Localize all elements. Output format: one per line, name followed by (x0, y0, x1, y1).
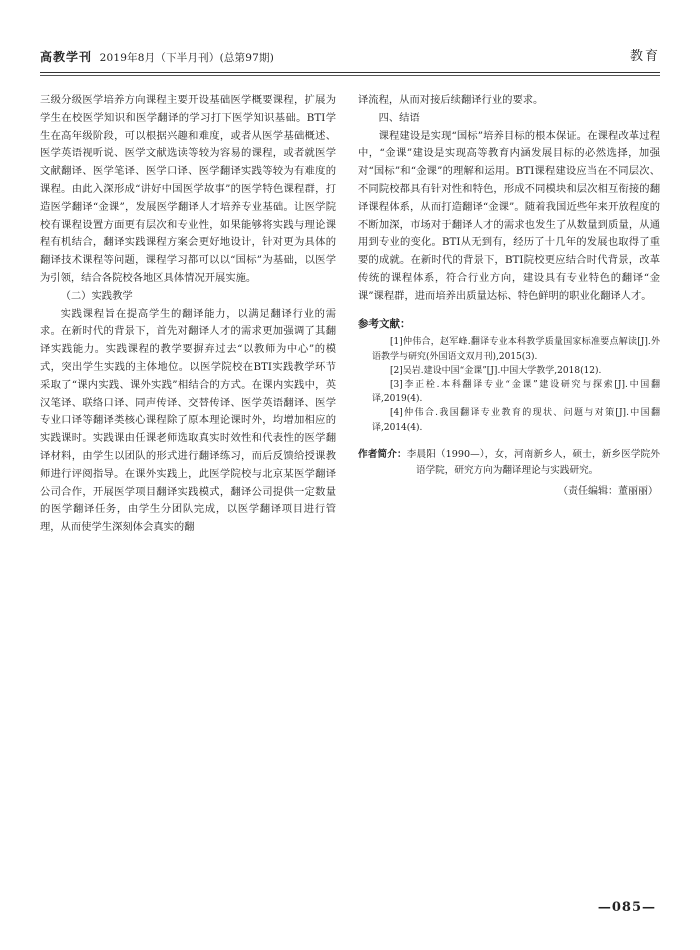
references-title: 参考文献： (358, 317, 411, 330)
page-number: —085— (597, 900, 656, 915)
section-label: 教育 (629, 49, 660, 64)
right-column (358, 92, 660, 501)
body-paragraph: 实践课程旨在提高学生的翻译能力，以满足翻译行业的需求。在新时代的背景下，首先对翻译人才的需求更加强调了其翻译实践能力。实践课程的教学要摒弃过去“以教师为中心”的模式，突出学生实践的主体地位。以医学院校在BTI实践教学环节采取了“课内实践、课外实践”相结合的方式。在课内实践中，英汉笔译、联络口译、同声传译、交替传译、医学英语翻译、医学专业口译等翻译类核心课程除了原本理论课时外，均增加相应的实践课时。实践课由任课老师选取真实时效性和代表性的医学翻译材料，由学生以团队的形式进行翻译练习，而后反馈给授课教师进行评阅指导。在课外实践上，此医学院校与北京某医学翻译公司合作，开展医学项目翻译实践模式，翻译公司提供一定数量的医学翻译任务，由学生分团队完成，以医学翻译项目进行管理，从而使学生深刻体会真实的翻 (40, 307, 336, 534)
journal-info (40, 48, 274, 65)
body-paragraph: 译流程，从而对接后续翻译行业的要求。 (358, 94, 544, 106)
reference-item: [3]李正栓.本科翻译专业“金课”建设研究与探索[J].中国翻译,2019(4). (372, 379, 660, 405)
header-rule-thin (40, 75, 660, 76)
journal-logo: 高教学刊 (40, 50, 93, 64)
header-rule (40, 72, 660, 73)
body-paragraph: 课程建设是实现“国标”培养目标的根本保证。在课程改革过程中，“金课”建设是实现高等教育内涵发展目标的必然选择，加强对“国标”和“金课”的理解和运用。BTI课程建设应当在不同层次、不同院校都具有针对性和特色，形成不同模块和层次相互衔接的翻译课程体系，从而打造翻译“金课”。随着我国近些年来开放程度的不断加深，市场对于翻译人才的需求也发生了从数量到质量，从通用到专业的变化。BTI从无到有，经历了十几年的发展也取得了重要的成就。在新时代的背景下，BTI院校更应结合时代背景，改革传统的课程体系，符合行业方向，建设具有专业特色的翻译“金课”课程群，进而培养出质量达标、特色鲜明的职业化翻译人才。 (358, 129, 660, 302)
section-subheading: （二）实践教学 (60, 289, 133, 302)
reference-item: [4]仲伟合.我国翻译专业教育的现状、问题与对策[J].中国翻译,2014(4). (372, 408, 660, 433)
page-header (40, 48, 660, 70)
body-paragraph: 三级分级医学培养方向课程主要开设基础医学概要课程，扩展为学生在校医学知识和医学翻译的学习打下医学知识基础。BTI学生在高年级阶段，可以根据兴趣和难度，或者从医学基础概述、医学英语视听说、医学文献选读等较为容易的课程，或者就医学文献翻译、医学笔译、医学口译、医学翻译实践等较为有难度的课程。由此入深形成“讲好中国医学故事”的医学特色课程群，打造医学翻译“金课”，发展医学翻译人才培养专业基础。让医学院校有课程设置方面更有层次和专业性，如果能够将实践与理论课程有机结合，翻译实践课程方案会更好地设计，针对更为具体的翻译技术课程等问题，课程学习都可以以“国标”为基础，以医学为引领，结合各院校各地区具体情况开展实施。 (40, 94, 336, 284)
reference-item: [1]仲伟合，赵军峰.翻译专业本科教学质量国家标准要点解读[J].外语教学与研究(外国语文双月刊),2015(3). (372, 337, 660, 362)
responsible-editor: （责任编辑：董丽丽） (558, 485, 658, 497)
author-bio (358, 447, 660, 479)
conclusion-heading: 四、结语 (378, 111, 420, 124)
author-label: 作者简介： (358, 448, 407, 460)
issue-info: 2019年8月（下半月刊）(总第97期) (99, 52, 275, 64)
author-text: 李晨阳（1990—），女，河南新乡人，硕士，新乡医学院外语学院，研究方向为翻译理论与实践研究。 (406, 448, 660, 476)
left-column (40, 92, 336, 537)
reference-item: [2]吴岩.建设中国“金课”[J].中国大学教学,2018(12). (390, 365, 602, 376)
